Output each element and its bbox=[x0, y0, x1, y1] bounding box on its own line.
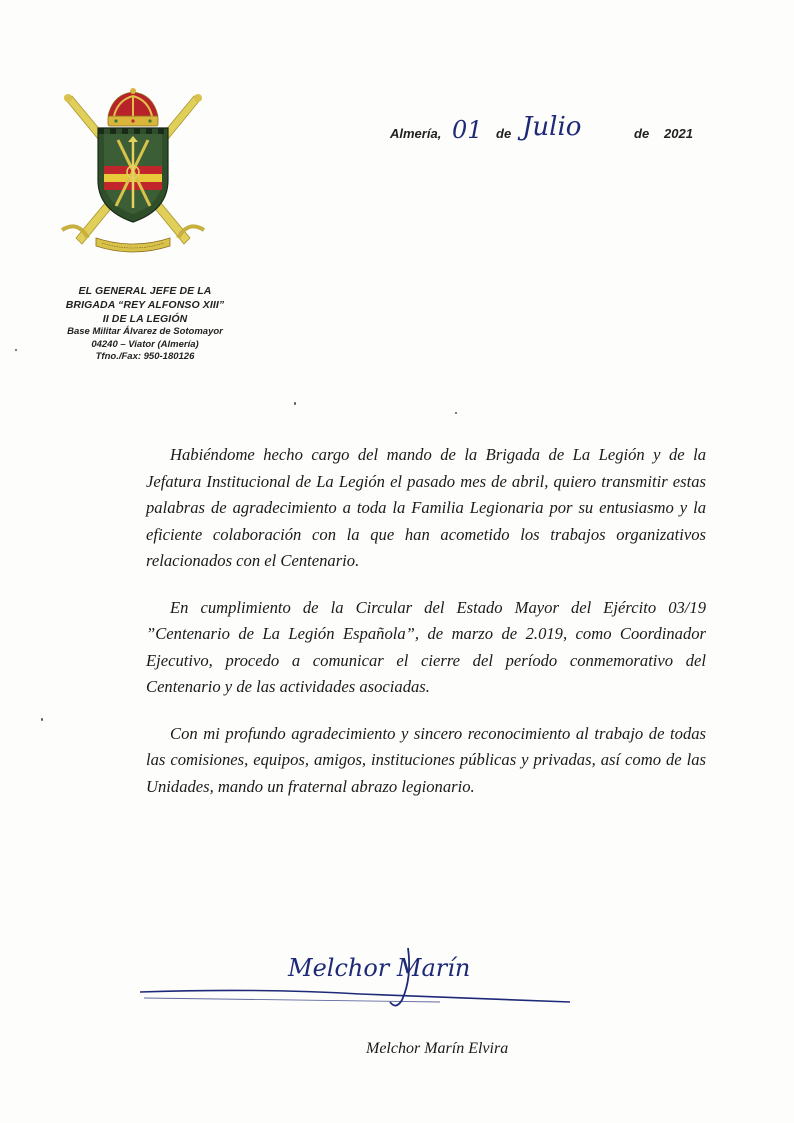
letterhead-title-line2: BRIGADA “REY ALFONSO XIII” bbox=[65, 299, 225, 311]
handwritten-signature bbox=[140, 938, 580, 1018]
motto-scroll bbox=[96, 238, 170, 252]
letter-body bbox=[146, 442, 706, 820]
date-place: Almería, bbox=[390, 126, 442, 141]
letterhead-title-line1: EL GENERAL JEFE DE LA bbox=[78, 285, 212, 297]
letterhead-phone: Tfno./Fax: 950-180126 bbox=[95, 351, 195, 362]
scan-speck bbox=[294, 402, 296, 405]
brigade-crest-logo bbox=[58, 88, 208, 258]
signatory-name: Melchor Marín Elvira bbox=[366, 1040, 509, 1057]
letterhead-address-line1: Base Militar Álvarez de Sotomayor bbox=[67, 326, 223, 337]
royal-crown-icon bbox=[108, 88, 158, 126]
body-paragraph-3: Con mi profundo agradecimiento y sincero reconocimiento al trabajo de todas las comisiones, equipos, amigos, instituciones públicas y privadas, así como de las Unidades, mando un fraternal abrazo legionario. bbox=[146, 723, 706, 796]
scan-speck bbox=[41, 718, 43, 721]
date-de-1: de bbox=[496, 126, 512, 141]
scan-speck bbox=[455, 412, 457, 414]
date-month-handwritten: Julio bbox=[522, 112, 582, 142]
date-line bbox=[390, 112, 710, 158]
letterhead-address-line2: 04240 – Viator (Almería) bbox=[91, 338, 199, 350]
shield-icon bbox=[98, 128, 168, 222]
letterhead bbox=[30, 284, 260, 364]
letterhead-title-line3: II DE LA LEGIÓN bbox=[102, 313, 188, 325]
date-de-2: de bbox=[634, 126, 650, 141]
signature-scrawl: Melchor Marín bbox=[288, 954, 471, 982]
body-paragraph-1: Habiéndome hecho cargo del mando de la Brigada de La Legión y de la Jefatura Institucional de La Legión el pasado mes de abril, quiero transmitir estas palabras de agradecimiento a toda la Familia Legionaria por su entusiasmo y la eficiente colaboración con la que han acometido los trabajos organizativos relacionados con el Centenario. bbox=[146, 445, 706, 570]
date-day-handwritten: 01 bbox=[452, 116, 483, 144]
date-year: 2021 bbox=[664, 126, 693, 141]
scan-speck bbox=[15, 349, 17, 351]
body-paragraph-2: En cumplimiento de la Circular del Estado Mayor del Ejército 03/19 ”Centenario de La Legión Española”, de marzo de 2.019, como Coordinador Ejecutivo, procedo a comunicar el cierre del período conmemorativo del Centenario y de las actividades asociadas. bbox=[146, 597, 706, 696]
